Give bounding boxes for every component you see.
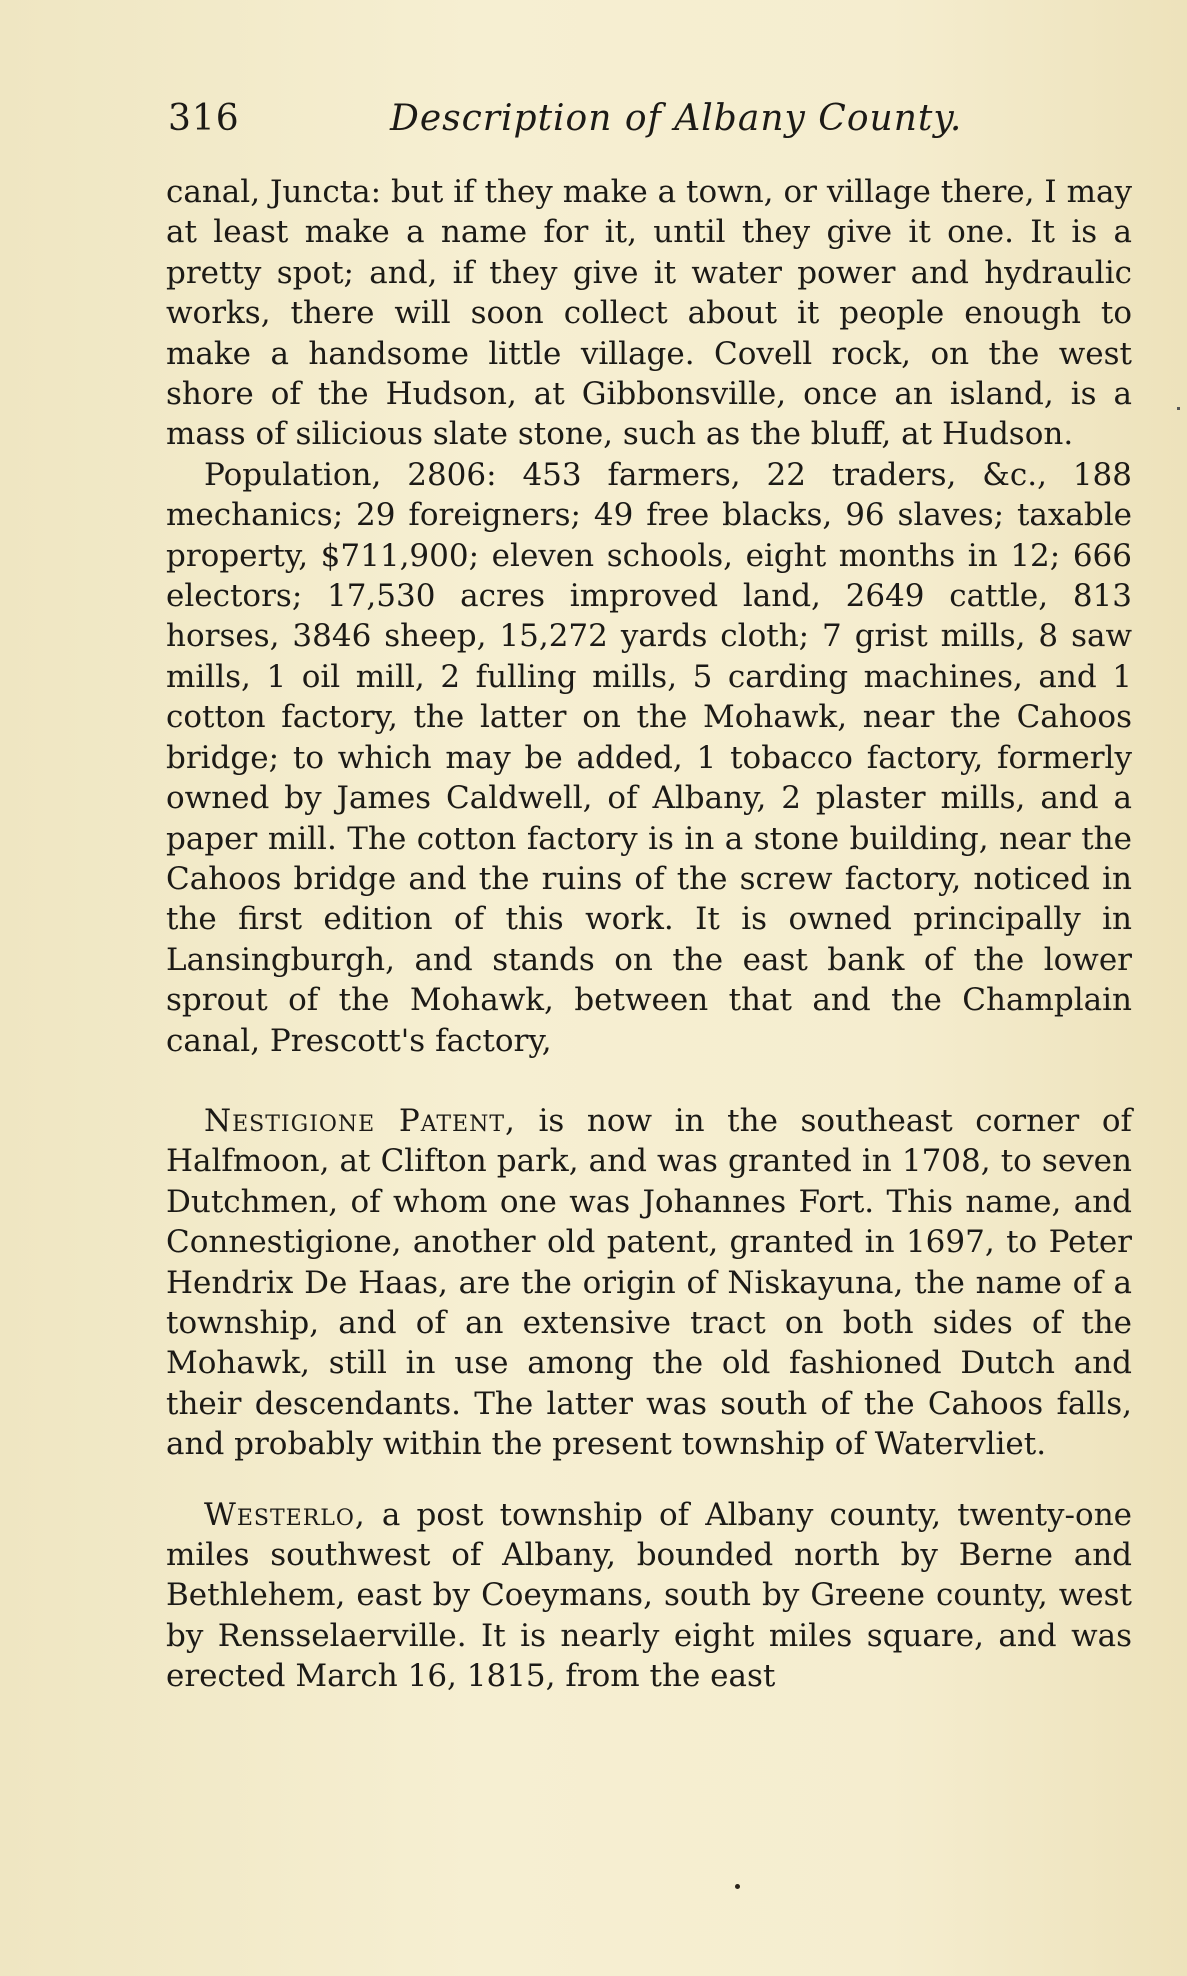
page-header [168, 98, 1128, 158]
entry-heading: Nestigione Patent, [204, 1102, 516, 1139]
body-text [166, 172, 1132, 1697]
paragraph-text: a post township of Albany county, twenty-one miles southwest of Albany, bounded north by Berne and Bethlehem, east by Coeymans, south by Greene county, west by Rensselaerville. It is nearly eight miles square, and was erected March 16, 1815, from the east [166, 1496, 1132, 1695]
margin-speck [1177, 407, 1180, 410]
paragraph-text: Population, 2806: 453 farmers, 22 traders, &c., 188 mechanics; 29 foreigners; 49 free blacks, 96 slaves; taxable property, $711,900; eleven schools, eight months in 12; 666 electors; 17,530 acres improved land, 2649 cattle, 813 horses, 3846 sheep, 15,272 yards cloth; 7 grist mills, 8 saw mills, 1 oil mill, 2 fulling mills, 5 carding machines, and 1 cotton factory, the latter on the Mohawk, near the Cahoos bridge; to which may be added, 1 tobacco factory, formerly owned by James Caldwell, of Albany, 2 plaster mills, and a paper mill. The cotton factory is in a stone building, near the Cahoos bridge and the ruins of the screw factory, noticed in the first edition of this work. It is owned principally in Lansingburgh, and stands on the east bank of the lower sprout of the Mohawk, between that and the Champlain canal, Prescott's factory, [166, 456, 1132, 1059]
paragraph-population [166, 455, 1132, 1061]
paragraph-juncta [166, 172, 1132, 455]
page-number: 316 [168, 98, 240, 139]
paragraph-text: canal, Juncta: but if they make a town, or village there, I may at least make a name for it, until they give it one. It is a pretty spot; and, if they give it water power and hydraulic works, there will soon collect about it people enough to make a handsome little village. Covell rock, on the west shore of the Hudson, at Gibbonsville, once an island, is a mass of silicious slate stone, such as the bluff, at Hudson. [166, 174, 1132, 453]
entry-heading: Westerlo, [204, 1496, 366, 1533]
ink-dot [735, 1884, 740, 1889]
paragraph-text: is now in the southeast corner of Halfmoon, at Clifton park, and was granted in 1708, to seven Dutchmen, of whom one was Johannes Fort. This name, and Connestigione, another old patent, granted in 1697, to Peter Hendrix De Haas, are the origin of Niskayuna, the name of a township, and of an extensive tract on both sides of the Mohawk, still in use among the old fashioned Dutch and their descendants. The latter was south of the Cahoos falls, and probably within the present township of Watervliet. [166, 1102, 1132, 1463]
paragraph-nestigione-patent [166, 1101, 1132, 1465]
running-title: Description of Albany County. [390, 98, 963, 139]
paragraph-westerlo [166, 1495, 1132, 1697]
